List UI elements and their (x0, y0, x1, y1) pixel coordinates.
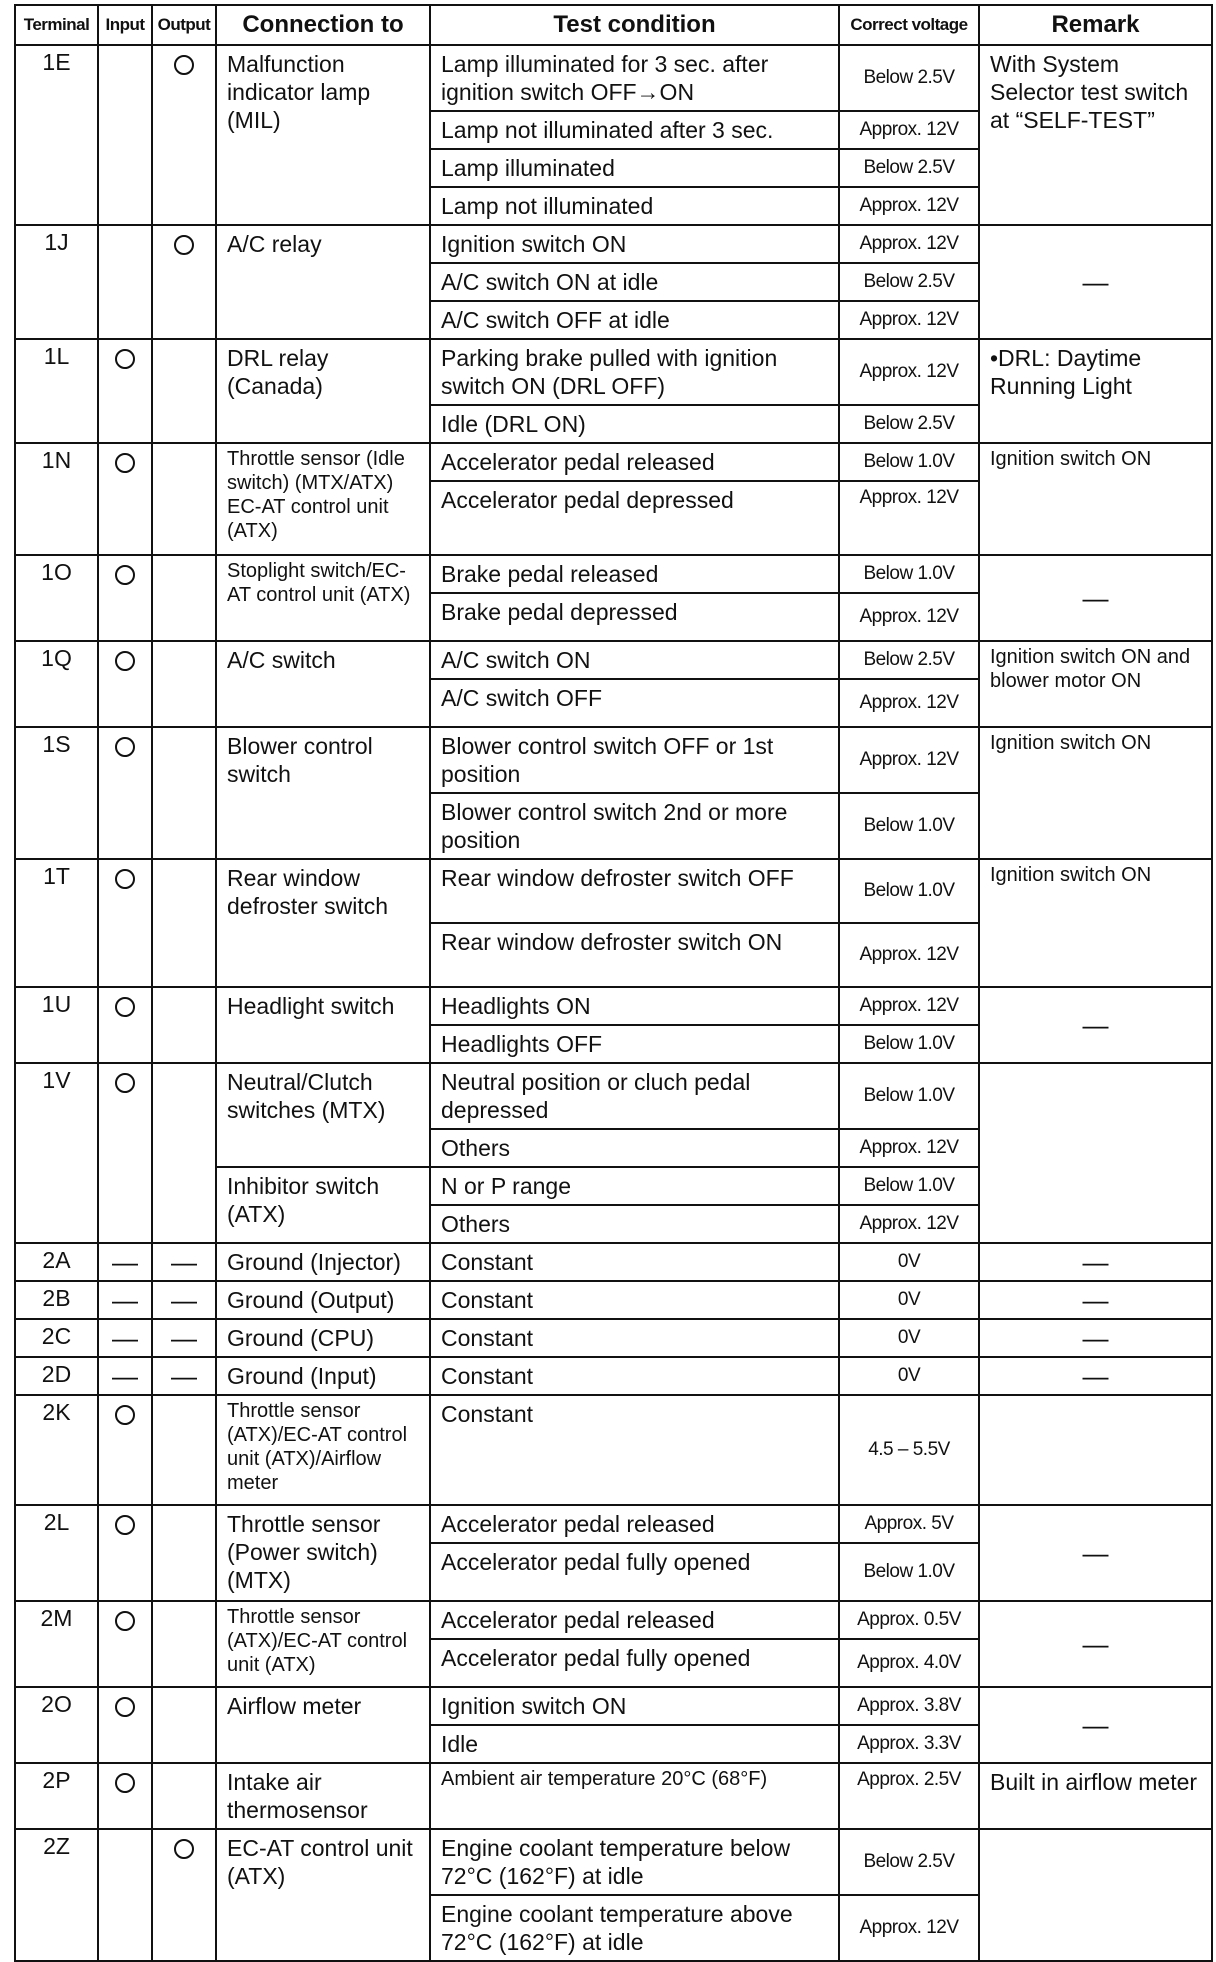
input-circle-icon (115, 651, 135, 671)
table-row (15, 1601, 1212, 1639)
input-cell (98, 727, 152, 859)
header-input: Input (98, 5, 152, 45)
input-cell (98, 45, 152, 225)
output-cell (152, 225, 216, 339)
table-row (15, 727, 1212, 793)
table-row (15, 987, 1212, 1025)
terminal-cell: 1S (15, 727, 98, 859)
terminal-cell: 1O (15, 555, 98, 641)
output-cell (152, 859, 216, 987)
terminal-cell: 1V (15, 1063, 98, 1243)
input-circle-icon (115, 997, 135, 1017)
input-cell (98, 225, 152, 339)
header-row (15, 5, 1212, 45)
condition-cell: Headlights ON (430, 987, 839, 1025)
condition-cell: Brake pedal depressed (430, 593, 839, 641)
condition-cell: Engine coolant temperature below 72°C (162°F) at idle (430, 1829, 839, 1895)
input-cell (98, 555, 152, 641)
input-cell (98, 1505, 152, 1601)
terminal-cell: 2D (15, 1357, 98, 1395)
remark-cell: Ignition switch ON (979, 859, 1212, 987)
condition-cell: A/C switch OFF (430, 679, 839, 727)
remark-cell (979, 1395, 1212, 1505)
terminal-cell: 1T (15, 859, 98, 987)
condition-cell: Constant (430, 1243, 839, 1281)
condition-cell: Engine coolant temperature above 72°C (162°F) at idle (430, 1895, 839, 1961)
output-cell (152, 1829, 216, 1961)
condition-cell: Accelerator pedal released (430, 443, 839, 481)
condition-cell: Accelerator pedal fully opened (430, 1639, 839, 1687)
voltage-cell: Approx. 3.8V (839, 1687, 979, 1725)
voltage-cell: Approx. 12V (839, 1129, 979, 1167)
table-row (15, 555, 1212, 593)
condition-cell: Others (430, 1129, 839, 1167)
remark-cell: — (979, 1687, 1212, 1763)
table-row (15, 1243, 1212, 1281)
remark-cell: Ignition switch ON (979, 727, 1212, 859)
condition-cell: Idle (430, 1725, 839, 1763)
input-cell (98, 641, 152, 727)
connection-cell: Ground (Injector) (216, 1243, 430, 1281)
input-cell: — (98, 1319, 152, 1357)
input-circle-icon (115, 453, 135, 473)
terminal-cell: 2B (15, 1281, 98, 1319)
voltage-cell: Approx. 12V (839, 679, 979, 727)
condition-cell: Blower control switch 2nd or more position (430, 793, 839, 859)
terminal-cell: 1L (15, 339, 98, 443)
voltage-cell: Approx. 4.0V (839, 1639, 979, 1687)
voltage-cell: Approx. 12V (839, 923, 979, 987)
table-row (15, 1829, 1212, 1895)
output-cell: — (152, 1243, 216, 1281)
output-cell (152, 1687, 216, 1763)
voltage-cell: Approx. 3.3V (839, 1725, 979, 1763)
connection-cell: Blower control switch (216, 727, 430, 859)
condition-cell: Brake pedal released (430, 555, 839, 593)
table-row (15, 1395, 1212, 1505)
output-cell (152, 727, 216, 859)
input-cell (98, 1395, 152, 1505)
voltage-cell: Approx. 12V (839, 987, 979, 1025)
table-row (15, 443, 1212, 481)
input-circle-icon (115, 1697, 135, 1717)
table-row (15, 1281, 1212, 1319)
connection-cell: A/C switch (216, 641, 430, 727)
connection-cell: Throttle sensor (Idle switch) (MTX/ATX) EC-AT control unit (ATX) (216, 443, 430, 555)
voltage-cell: Approx. 12V (839, 593, 979, 641)
terminal-cell: 1E (15, 45, 98, 225)
connection-cell: Stoplight switch/EC-AT control unit (ATX) (216, 555, 430, 641)
remark-cell: — (979, 1281, 1212, 1319)
output-cell: — (152, 1281, 216, 1319)
voltage-cell: Below 1.0V (839, 443, 979, 481)
voltage-cell: Below 2.5V (839, 45, 979, 111)
table-row (15, 641, 1212, 679)
input-cell (98, 1829, 152, 1961)
connection-cell: Inhibitor switch (ATX) (216, 1167, 430, 1243)
connection-cell: Headlight switch (216, 987, 430, 1063)
table-row (15, 225, 1212, 263)
input-circle-icon (115, 1773, 135, 1793)
condition-cell: Accelerator pedal depressed (430, 481, 839, 555)
condition-cell: N or P range (430, 1167, 839, 1205)
output-cell (152, 443, 216, 555)
remark-cell: Ignition switch ON (979, 443, 1212, 555)
voltage-cell: Below 2.5V (839, 641, 979, 679)
voltage-cell: Approx. 2.5V (839, 1763, 979, 1829)
connection-cell: Ground (Input) (216, 1357, 430, 1395)
voltage-cell: Below 2.5V (839, 263, 979, 301)
input-cell (98, 1687, 152, 1763)
terminal-cell: 2P (15, 1763, 98, 1829)
header-remark: Remark (979, 5, 1212, 45)
connection-cell: Ground (CPU) (216, 1319, 430, 1357)
input-circle-icon (115, 737, 135, 757)
input-circle-icon (115, 349, 135, 369)
remark-cell: — (979, 1357, 1212, 1395)
input-cell: — (98, 1243, 152, 1281)
table-row (15, 1319, 1212, 1357)
remark-cell: Ignition switch ON and blower motor ON (979, 641, 1212, 727)
table-row (15, 45, 1212, 111)
voltage-cell: Below 2.5V (839, 149, 979, 187)
voltage-cell: Approx. 5V (839, 1505, 979, 1543)
voltage-cell: Approx. 12V (839, 1895, 979, 1961)
input-circle-icon (115, 1515, 135, 1535)
connection-cell: Airflow meter (216, 1687, 430, 1763)
condition-cell: Constant (430, 1281, 839, 1319)
voltage-cell: Approx. 12V (839, 225, 979, 263)
condition-cell: Rear window defroster switch ON (430, 923, 839, 987)
voltage-cell: Below 2.5V (839, 1829, 979, 1895)
input-cell: — (98, 1357, 152, 1395)
voltage-cell: Below 1.0V (839, 1167, 979, 1205)
output-cell: — (152, 1319, 216, 1357)
output-cell (152, 1601, 216, 1687)
output-cell (152, 555, 216, 641)
condition-cell: A/C switch ON (430, 641, 839, 679)
voltage-cell: Below 1.0V (839, 1025, 979, 1063)
voltage-cell: Approx. 12V (839, 339, 979, 405)
input-circle-icon (115, 1405, 135, 1425)
condition-cell: Accelerator pedal released (430, 1601, 839, 1639)
header-voltage: Correct voltage (839, 5, 979, 45)
voltage-cell: Approx. 12V (839, 111, 979, 149)
voltage-cell: 0V (839, 1281, 979, 1319)
input-circle-icon (115, 1611, 135, 1631)
output-circle-icon (174, 235, 194, 255)
output-cell (152, 339, 216, 443)
connection-cell: Malfunction indicator lamp (MIL) (216, 45, 430, 225)
remark-cell: — (979, 1601, 1212, 1687)
header-output: Output (152, 5, 216, 45)
terminal-cell: 2Z (15, 1829, 98, 1961)
header-connection: Connection to (216, 5, 430, 45)
output-circle-icon (174, 1839, 194, 1859)
table-row (15, 1763, 1212, 1829)
input-cell: — (98, 1281, 152, 1319)
output-cell: — (152, 1357, 216, 1395)
terminal-cell: 1U (15, 987, 98, 1063)
input-cell (98, 987, 152, 1063)
remark-cell: — (979, 1319, 1212, 1357)
connection-cell: Throttle sensor (ATX)/EC-AT control unit (ATX)/Airflow meter (216, 1395, 430, 1505)
voltage-cell: Below 1.0V (839, 1063, 979, 1129)
condition-cell: Constant (430, 1357, 839, 1395)
voltage-cell: Below 1.0V (839, 555, 979, 593)
input-cell (98, 1763, 152, 1829)
table-row (15, 859, 1212, 923)
voltage-cell: Approx. 12V (839, 301, 979, 339)
condition-cell: Lamp not illuminated (430, 187, 839, 225)
table-row (15, 1063, 1212, 1129)
remark-cell: — (979, 225, 1212, 339)
condition-cell: Blower control switch OFF or 1st position (430, 727, 839, 793)
connection-cell: A/C relay (216, 225, 430, 339)
remark-cell: Built in airflow meter (979, 1763, 1212, 1829)
condition-cell: Rear window defroster switch OFF (430, 859, 839, 923)
condition-cell: Lamp not illuminated after 3 sec. (430, 111, 839, 149)
voltage-cell: Below 1.0V (839, 1543, 979, 1601)
terminal-cell: 2K (15, 1395, 98, 1505)
condition-cell: Lamp illuminated for 3 sec. after ignition switch OFF→ON (430, 45, 839, 111)
output-cell (152, 1395, 216, 1505)
voltage-cell: Below 2.5V (839, 405, 979, 443)
condition-cell: Accelerator pedal released (430, 1505, 839, 1543)
terminal-voltage-table (14, 4, 1213, 1962)
remark-cell: — (979, 555, 1212, 641)
input-circle-icon (115, 1073, 135, 1093)
output-cell (152, 45, 216, 225)
condition-cell: A/C switch OFF at idle (430, 301, 839, 339)
condition-cell: Lamp illuminated (430, 149, 839, 187)
voltage-cell: 4.5 – 5.5V (839, 1395, 979, 1505)
remark-cell: — (979, 987, 1212, 1063)
remark-cell (979, 1829, 1212, 1961)
input-cell (98, 443, 152, 555)
condition-cell: Headlights OFF (430, 1025, 839, 1063)
remark-cell: With System Selector test switch at “SELF-TEST” (979, 45, 1212, 225)
header-terminal: Terminal (15, 5, 98, 45)
voltage-cell: Approx. 12V (839, 727, 979, 793)
condition-cell: Ambient air temperature 20°C (68°F) (430, 1763, 839, 1829)
connection-cell: DRL relay (Canada) (216, 339, 430, 443)
voltage-cell: Below 1.0V (839, 793, 979, 859)
voltage-cell: Approx. 12V (839, 481, 979, 555)
condition-cell: Ignition switch ON (430, 225, 839, 263)
voltage-cell: Approx. 12V (839, 187, 979, 225)
input-circle-icon (115, 869, 135, 889)
voltage-cell: 0V (839, 1243, 979, 1281)
condition-cell: Accelerator pedal fully opened (430, 1543, 839, 1601)
terminal-cell: 1J (15, 225, 98, 339)
condition-cell: Idle (DRL ON) (430, 405, 839, 443)
input-cell (98, 1601, 152, 1687)
input-cell (98, 1063, 152, 1243)
terminal-cell: 1N (15, 443, 98, 555)
terminal-cell: 2L (15, 1505, 98, 1601)
output-cell (152, 1063, 216, 1243)
condition-cell: Ignition switch ON (430, 1687, 839, 1725)
remark-cell (979, 1063, 1212, 1243)
condition-cell: Parking brake pulled with ignition switch ON (DRL OFF) (430, 339, 839, 405)
table-row (15, 1505, 1212, 1543)
input-cell (98, 859, 152, 987)
voltage-cell: 0V (839, 1319, 979, 1357)
terminal-cell: 2A (15, 1243, 98, 1281)
connection-cell: Intake air thermosensor (216, 1763, 430, 1829)
input-cell (98, 339, 152, 443)
connection-cell: Neutral/Clutch switches (MTX) (216, 1063, 430, 1167)
remark-cell: — (979, 1505, 1212, 1601)
remark-cell: — (979, 1243, 1212, 1281)
table-row (15, 339, 1212, 405)
output-cell (152, 1763, 216, 1829)
condition-cell: Neutral position or cluch pedal depressed (430, 1063, 839, 1129)
header-test-condition: Test condition (430, 5, 839, 45)
terminal-cell: 1Q (15, 641, 98, 727)
voltage-cell: 0V (839, 1357, 979, 1395)
output-circle-icon (174, 55, 194, 75)
condition-cell: Constant (430, 1395, 839, 1505)
table-row (15, 1687, 1212, 1725)
terminal-cell: 2C (15, 1319, 98, 1357)
voltage-cell: Below 1.0V (839, 859, 979, 923)
remark-cell: •DRL: Daytime Running Light (979, 339, 1212, 443)
voltage-cell: Approx. 12V (839, 1205, 979, 1243)
condition-cell: Constant (430, 1319, 839, 1357)
input-circle-icon (115, 565, 135, 585)
terminal-cell: 2O (15, 1687, 98, 1763)
connection-cell: Rear window defroster switch (216, 859, 430, 987)
output-cell (152, 987, 216, 1063)
connection-cell: EC-AT control unit (ATX) (216, 1829, 430, 1961)
connection-cell: Throttle sensor (ATX)/EC-AT control unit (ATX) (216, 1601, 430, 1687)
output-cell (152, 641, 216, 727)
condition-cell: Others (430, 1205, 839, 1243)
connection-cell: Throttle sensor (Power switch) (MTX) (216, 1505, 430, 1601)
output-cell (152, 1505, 216, 1601)
connection-cell: Ground (Output) (216, 1281, 430, 1319)
table-row (15, 1357, 1212, 1395)
voltage-cell: Approx. 0.5V (839, 1601, 979, 1639)
condition-cell: A/C switch ON at idle (430, 263, 839, 301)
terminal-cell: 2M (15, 1601, 98, 1687)
